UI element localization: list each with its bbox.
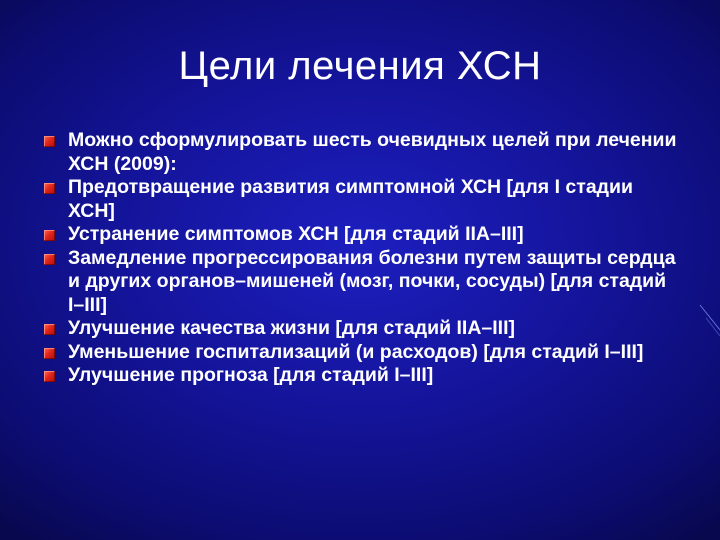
bullet-item — [44, 247, 684, 318]
red-square-bullet-icon — [44, 324, 55, 335]
red-square-bullet-icon — [44, 230, 55, 241]
bullet-item — [44, 129, 684, 176]
slide-title: Цели лечения ХСН — [178, 44, 542, 88]
red-square-bullet-icon — [44, 371, 55, 382]
bullet-text: Устранение симптомов ХСН [для стадий IIA–III] — [68, 223, 524, 245]
bullet-text: Предотвращение развития симптомной ХСН [для I стадии ХСН] — [68, 176, 634, 222]
bullet-item — [44, 176, 684, 223]
bullet-item — [44, 341, 684, 365]
bullet-text: Можно сформулировать шесть очевидных целей при лечении ХСН (2009): — [68, 129, 677, 175]
bullet-item — [44, 223, 684, 247]
bullet-item — [44, 364, 684, 388]
bullet-text: Улучшение прогноза [для стадий I–III] — [68, 364, 434, 386]
bullet-text: Уменьшение госпитализаций (и расходов) [для стадий I–III] — [68, 340, 644, 363]
bullet-text: Замедление прогрессирования болезни путем защиты сердца и других органов–мишеней (мозг, почки, сосуды) [для стадий I–III] — [68, 246, 676, 316]
bullet-text: Улучшение качества жизни [для стадий IIA–III] — [68, 317, 516, 339]
red-square-bullet-icon — [44, 348, 55, 359]
red-square-bullet-icon — [44, 183, 55, 194]
red-square-bullet-icon — [44, 136, 55, 147]
red-square-bullet-icon — [44, 254, 55, 265]
bullet-list — [44, 129, 684, 388]
bullet-item — [44, 317, 684, 341]
